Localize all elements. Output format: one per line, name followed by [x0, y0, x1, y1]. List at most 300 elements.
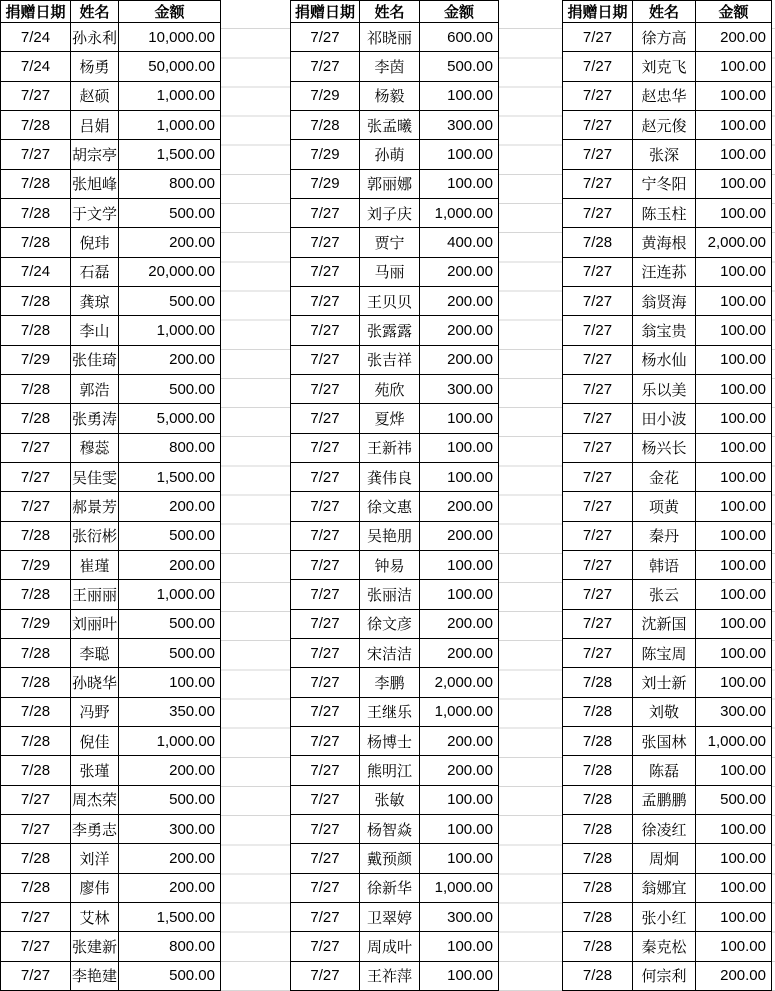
name-cell[interactable]: 翁宝贵	[633, 316, 696, 345]
name-cell[interactable]: 郭丽娜	[360, 169, 420, 198]
date-cell[interactable]: 7/27	[291, 286, 360, 315]
date-cell[interactable]: 7/27	[563, 169, 633, 198]
date-cell[interactable]: 7/27	[1, 961, 71, 991]
date-cell[interactable]: 7/28	[1, 169, 71, 198]
amount-cell[interactable]: 200.00	[420, 316, 499, 345]
amount-cell[interactable]: 1,000.00	[696, 726, 772, 755]
name-cell[interactable]: 崔瑾	[71, 550, 119, 579]
amount-cell[interactable]: 100.00	[696, 844, 772, 873]
date-cell[interactable]: 7/27	[291, 52, 360, 81]
amount-cell[interactable]: 200.00	[119, 873, 221, 902]
date-cell[interactable]: 7/27	[563, 257, 633, 286]
name-cell[interactable]: 张孟曦	[360, 110, 420, 139]
date-cell[interactable]: 7/28	[563, 961, 633, 991]
name-cell[interactable]: 秦克松	[633, 932, 696, 961]
name-cell[interactable]: 王贝贝	[360, 286, 420, 315]
column-header-date[interactable]: 捐赠日期	[563, 1, 633, 23]
date-cell[interactable]: 7/28	[563, 756, 633, 785]
amount-cell[interactable]: 800.00	[119, 433, 221, 462]
amount-cell[interactable]: 500.00	[119, 785, 221, 814]
name-cell[interactable]: 张国林	[633, 726, 696, 755]
date-cell[interactable]: 7/27	[291, 492, 360, 521]
name-cell[interactable]: 张佳琦	[71, 345, 119, 374]
date-cell[interactable]: 7/28	[1, 198, 71, 227]
amount-cell[interactable]: 200.00	[119, 228, 221, 257]
name-cell[interactable]: 韩语	[633, 550, 696, 579]
amount-cell[interactable]: 100.00	[696, 550, 772, 579]
amount-cell[interactable]: 5,000.00	[119, 404, 221, 433]
name-cell[interactable]: 刘洋	[71, 844, 119, 873]
name-cell[interactable]: 沈新国	[633, 609, 696, 638]
amount-cell[interactable]: 1,000.00	[119, 316, 221, 345]
name-cell[interactable]: 徐新华	[360, 873, 420, 902]
amount-cell[interactable]: 100.00	[420, 462, 499, 491]
date-cell[interactable]: 7/28	[563, 726, 633, 755]
name-cell[interactable]: 徐文彦	[360, 609, 420, 638]
date-cell[interactable]: 7/24	[1, 52, 71, 81]
column-header-amount[interactable]: 金额	[696, 1, 772, 23]
amount-cell[interactable]: 50,000.00	[119, 52, 221, 81]
amount-cell[interactable]: 1,000.00	[119, 726, 221, 755]
date-cell[interactable]: 7/29	[291, 81, 360, 110]
date-cell[interactable]: 7/27	[291, 873, 360, 902]
amount-cell[interactable]: 200.00	[119, 844, 221, 873]
date-cell[interactable]: 7/27	[291, 726, 360, 755]
date-cell[interactable]: 7/29	[291, 140, 360, 169]
name-cell[interactable]: 杨智焱	[360, 814, 420, 843]
name-cell[interactable]: 周炯	[633, 844, 696, 873]
amount-cell[interactable]: 500.00	[119, 286, 221, 315]
amount-cell[interactable]: 400.00	[420, 228, 499, 257]
amount-cell[interactable]: 300.00	[119, 814, 221, 843]
date-cell[interactable]: 7/27	[1, 785, 71, 814]
date-cell[interactable]: 7/27	[563, 23, 633, 52]
amount-cell[interactable]: 100.00	[696, 404, 772, 433]
date-cell[interactable]: 7/27	[563, 550, 633, 579]
name-cell[interactable]: 何宗利	[633, 961, 696, 991]
name-cell[interactable]: 张丽洁	[360, 580, 420, 609]
column-header-amount[interactable]: 金额	[119, 1, 221, 23]
name-cell[interactable]: 张敏	[360, 785, 420, 814]
date-cell[interactable]: 7/27	[563, 81, 633, 110]
date-cell[interactable]: 7/27	[291, 550, 360, 579]
amount-cell[interactable]: 350.00	[119, 697, 221, 726]
date-cell[interactable]: 7/27	[291, 785, 360, 814]
amount-cell[interactable]: 100.00	[420, 932, 499, 961]
name-cell[interactable]: 刘士新	[633, 668, 696, 697]
date-cell[interactable]: 7/27	[291, 374, 360, 403]
amount-cell[interactable]: 100.00	[696, 638, 772, 667]
name-cell[interactable]: 熊明江	[360, 756, 420, 785]
amount-cell[interactable]: 2,000.00	[696, 228, 772, 257]
date-cell[interactable]: 7/28	[563, 228, 633, 257]
amount-cell[interactable]: 100.00	[696, 374, 772, 403]
amount-cell[interactable]: 100.00	[696, 257, 772, 286]
amount-cell[interactable]: 100.00	[696, 609, 772, 638]
name-cell[interactable]: 翁贤海	[633, 286, 696, 315]
date-cell[interactable]: 7/27	[291, 404, 360, 433]
amount-cell[interactable]: 500.00	[119, 521, 221, 550]
amount-cell[interactable]: 100.00	[420, 169, 499, 198]
date-cell[interactable]: 7/27	[563, 492, 633, 521]
name-cell[interactable]: 徐文惠	[360, 492, 420, 521]
date-cell[interactable]: 7/27	[563, 52, 633, 81]
date-cell[interactable]: 7/28	[1, 110, 71, 139]
amount-cell[interactable]: 500.00	[119, 198, 221, 227]
date-cell[interactable]: 7/27	[291, 902, 360, 931]
date-cell[interactable]: 7/29	[1, 609, 71, 638]
name-cell[interactable]: 田小波	[633, 404, 696, 433]
date-cell[interactable]: 7/28	[1, 844, 71, 873]
date-cell[interactable]: 7/27	[563, 198, 633, 227]
amount-cell[interactable]: 100.00	[696, 814, 772, 843]
date-cell[interactable]: 7/27	[563, 345, 633, 374]
date-cell[interactable]: 7/27	[563, 316, 633, 345]
date-cell[interactable]: 7/27	[1, 462, 71, 491]
amount-cell[interactable]: 1,000.00	[119, 580, 221, 609]
amount-cell[interactable]: 100.00	[420, 404, 499, 433]
date-cell[interactable]: 7/28	[563, 932, 633, 961]
date-cell[interactable]: 7/24	[1, 23, 71, 52]
date-cell[interactable]: 7/27	[291, 345, 360, 374]
name-cell[interactable]: 项黄	[633, 492, 696, 521]
name-cell[interactable]: 贾宁	[360, 228, 420, 257]
date-cell[interactable]: 7/27	[291, 521, 360, 550]
amount-cell[interactable]: 200.00	[119, 550, 221, 579]
name-cell[interactable]: 孙永利	[71, 23, 119, 52]
date-cell[interactable]: 7/29	[1, 345, 71, 374]
date-cell[interactable]: 7/28	[1, 404, 71, 433]
amount-cell[interactable]: 200.00	[119, 345, 221, 374]
date-cell[interactable]: 7/29	[1, 550, 71, 579]
date-cell[interactable]: 7/28	[1, 316, 71, 345]
amount-cell[interactable]: 100.00	[696, 140, 772, 169]
date-cell[interactable]: 7/27	[1, 492, 71, 521]
date-cell[interactable]: 7/27	[291, 316, 360, 345]
date-cell[interactable]: 7/27	[291, 257, 360, 286]
name-cell[interactable]: 张露露	[360, 316, 420, 345]
name-cell[interactable]: 杨水仙	[633, 345, 696, 374]
name-cell[interactable]: 杨勇	[71, 52, 119, 81]
amount-cell[interactable]: 2,000.00	[420, 668, 499, 697]
date-cell[interactable]: 7/27	[563, 404, 633, 433]
amount-cell[interactable]: 100.00	[696, 902, 772, 931]
amount-cell[interactable]: 500.00	[696, 785, 772, 814]
name-cell[interactable]: 孟鹏鹏	[633, 785, 696, 814]
name-cell[interactable]: 穆蕊	[71, 433, 119, 462]
amount-cell[interactable]: 800.00	[119, 169, 221, 198]
amount-cell[interactable]: 100.00	[696, 316, 772, 345]
amount-cell[interactable]: 200.00	[420, 257, 499, 286]
name-cell[interactable]: 张勇涛	[71, 404, 119, 433]
amount-cell[interactable]: 100.00	[696, 580, 772, 609]
name-cell[interactable]: 陈宝周	[633, 638, 696, 667]
name-cell[interactable]: 赵元俊	[633, 110, 696, 139]
amount-cell[interactable]: 100.00	[420, 785, 499, 814]
date-cell[interactable]: 7/27	[291, 814, 360, 843]
name-cell[interactable]: 张深	[633, 140, 696, 169]
date-cell[interactable]: 7/27	[291, 462, 360, 491]
amount-cell[interactable]: 200.00	[696, 23, 772, 52]
name-cell[interactable]: 王丽丽	[71, 580, 119, 609]
date-cell[interactable]: 7/28	[1, 521, 71, 550]
date-cell[interactable]: 7/27	[563, 638, 633, 667]
column-header-name[interactable]: 姓名	[633, 1, 696, 23]
date-cell[interactable]: 7/27	[563, 374, 633, 403]
amount-cell[interactable]: 100.00	[420, 433, 499, 462]
name-cell[interactable]: 乐以美	[633, 374, 696, 403]
column-header-name[interactable]: 姓名	[71, 1, 119, 23]
name-cell[interactable]: 徐方高	[633, 23, 696, 52]
amount-cell[interactable]: 200.00	[420, 286, 499, 315]
amount-cell[interactable]: 1,500.00	[119, 902, 221, 931]
date-cell[interactable]: 7/27	[1, 81, 71, 110]
name-cell[interactable]: 周成叶	[360, 932, 420, 961]
date-cell[interactable]: 7/27	[291, 961, 360, 991]
name-cell[interactable]: 夏烨	[360, 404, 420, 433]
date-cell[interactable]: 7/28	[563, 873, 633, 902]
name-cell[interactable]: 于文学	[71, 198, 119, 227]
amount-cell[interactable]: 10,000.00	[119, 23, 221, 52]
name-cell[interactable]: 石磊	[71, 257, 119, 286]
name-cell[interactable]: 吕娟	[71, 110, 119, 139]
amount-cell[interactable]: 100.00	[696, 286, 772, 315]
amount-cell[interactable]: 1,500.00	[119, 462, 221, 491]
name-cell[interactable]: 杨毅	[360, 81, 420, 110]
name-cell[interactable]: 龚伟良	[360, 462, 420, 491]
date-cell[interactable]: 7/27	[291, 228, 360, 257]
name-cell[interactable]: 张瑾	[71, 756, 119, 785]
name-cell[interactable]: 倪佳	[71, 726, 119, 755]
column-header-amount[interactable]: 金额	[420, 1, 499, 23]
column-header-name[interactable]: 姓名	[360, 1, 420, 23]
date-cell[interactable]: 7/27	[563, 521, 633, 550]
date-cell[interactable]: 7/27	[563, 140, 633, 169]
amount-cell[interactable]: 500.00	[119, 638, 221, 667]
name-cell[interactable]: 倪玮	[71, 228, 119, 257]
name-cell[interactable]: 金花	[633, 462, 696, 491]
amount-cell[interactable]: 100.00	[696, 198, 772, 227]
amount-cell[interactable]: 1,000.00	[119, 110, 221, 139]
amount-cell[interactable]: 500.00	[119, 374, 221, 403]
name-cell[interactable]: 徐凌红	[633, 814, 696, 843]
amount-cell[interactable]: 300.00	[420, 374, 499, 403]
name-cell[interactable]: 杨博士	[360, 726, 420, 755]
date-cell[interactable]: 7/28	[563, 902, 633, 931]
amount-cell[interactable]: 500.00	[420, 52, 499, 81]
amount-cell[interactable]: 200.00	[696, 961, 772, 991]
amount-cell[interactable]: 300.00	[420, 902, 499, 931]
name-cell[interactable]: 李山	[71, 316, 119, 345]
name-cell[interactable]: 陈玉柱	[633, 198, 696, 227]
date-cell[interactable]: 7/27	[291, 932, 360, 961]
date-cell[interactable]: 7/28	[563, 844, 633, 873]
date-cell[interactable]: 7/27	[291, 668, 360, 697]
amount-cell[interactable]: 1,000.00	[420, 198, 499, 227]
name-cell[interactable]: 李艳建	[71, 961, 119, 991]
date-cell[interactable]: 7/27	[563, 462, 633, 491]
amount-cell[interactable]: 800.00	[119, 932, 221, 961]
amount-cell[interactable]: 200.00	[420, 609, 499, 638]
date-cell[interactable]: 7/27	[1, 932, 71, 961]
name-cell[interactable]: 刘丽叶	[71, 609, 119, 638]
amount-cell[interactable]: 100.00	[420, 140, 499, 169]
date-cell[interactable]: 7/28	[291, 110, 360, 139]
name-cell[interactable]: 赵硕	[71, 81, 119, 110]
name-cell[interactable]: 祁晓丽	[360, 23, 420, 52]
name-cell[interactable]: 卫翠婷	[360, 902, 420, 931]
name-cell[interactable]: 孙萌	[360, 140, 420, 169]
name-cell[interactable]: 孙晓华	[71, 668, 119, 697]
amount-cell[interactable]: 100.00	[420, 580, 499, 609]
date-cell[interactable]: 7/28	[1, 756, 71, 785]
name-cell[interactable]: 胡宗亭	[71, 140, 119, 169]
date-cell[interactable]: 7/27	[1, 140, 71, 169]
date-cell[interactable]: 7/28	[1, 374, 71, 403]
amount-cell[interactable]: 100.00	[696, 52, 772, 81]
amount-cell[interactable]: 200.00	[119, 756, 221, 785]
name-cell[interactable]: 李勇志	[71, 814, 119, 843]
amount-cell[interactable]: 100.00	[696, 81, 772, 110]
name-cell[interactable]: 秦丹	[633, 521, 696, 550]
amount-cell[interactable]: 100.00	[696, 521, 772, 550]
amount-cell[interactable]: 200.00	[420, 726, 499, 755]
date-cell[interactable]: 7/28	[1, 580, 71, 609]
date-cell[interactable]: 7/27	[291, 756, 360, 785]
amount-cell[interactable]: 500.00	[119, 609, 221, 638]
amount-cell[interactable]: 100.00	[119, 668, 221, 697]
name-cell[interactable]: 刘子庆	[360, 198, 420, 227]
amount-cell[interactable]: 100.00	[420, 814, 499, 843]
name-cell[interactable]: 张吉祥	[360, 345, 420, 374]
name-cell[interactable]: 刘克飞	[633, 52, 696, 81]
date-cell[interactable]: 7/27	[291, 580, 360, 609]
name-cell[interactable]: 周杰荣	[71, 785, 119, 814]
amount-cell[interactable]: 100.00	[696, 873, 772, 902]
name-cell[interactable]: 王新祎	[360, 433, 420, 462]
amount-cell[interactable]: 100.00	[696, 756, 772, 785]
amount-cell[interactable]: 200.00	[420, 756, 499, 785]
amount-cell[interactable]: 100.00	[420, 961, 499, 991]
name-cell[interactable]: 王祚萍	[360, 961, 420, 991]
amount-cell[interactable]: 200.00	[119, 492, 221, 521]
name-cell[interactable]: 苑欣	[360, 374, 420, 403]
date-cell[interactable]: 7/27	[291, 697, 360, 726]
name-cell[interactable]: 汪连荪	[633, 257, 696, 286]
name-cell[interactable]: 王继乐	[360, 697, 420, 726]
name-cell[interactable]: 张云	[633, 580, 696, 609]
date-cell[interactable]: 7/27	[1, 433, 71, 462]
date-cell[interactable]: 7/28	[1, 286, 71, 315]
column-header-date[interactable]: 捐赠日期	[291, 1, 360, 23]
date-cell[interactable]: 7/27	[563, 433, 633, 462]
date-cell[interactable]: 7/27	[563, 286, 633, 315]
date-cell[interactable]: 7/24	[1, 257, 71, 286]
date-cell[interactable]: 7/28	[1, 668, 71, 697]
name-cell[interactable]: 张建新	[71, 932, 119, 961]
name-cell[interactable]: 李聪	[71, 638, 119, 667]
name-cell[interactable]: 吴艳朋	[360, 521, 420, 550]
name-cell[interactable]: 郭浩	[71, 374, 119, 403]
date-cell[interactable]: 7/27	[1, 814, 71, 843]
amount-cell[interactable]: 100.00	[696, 345, 772, 374]
amount-cell[interactable]: 100.00	[696, 433, 772, 462]
name-cell[interactable]: 艾林	[71, 902, 119, 931]
amount-cell[interactable]: 100.00	[696, 668, 772, 697]
date-cell[interactable]: 7/27	[563, 580, 633, 609]
date-cell[interactable]: 7/27	[291, 433, 360, 462]
date-cell[interactable]: 7/27	[291, 609, 360, 638]
date-cell[interactable]: 7/28	[1, 726, 71, 755]
amount-cell[interactable]: 500.00	[119, 961, 221, 991]
amount-cell[interactable]: 100.00	[420, 550, 499, 579]
amount-cell[interactable]: 100.00	[696, 169, 772, 198]
amount-cell[interactable]: 1,500.00	[119, 140, 221, 169]
name-cell[interactable]: 戴预颜	[360, 844, 420, 873]
amount-cell[interactable]: 20,000.00	[119, 257, 221, 286]
date-cell[interactable]: 7/28	[1, 638, 71, 667]
name-cell[interactable]: 冯野	[71, 697, 119, 726]
name-cell[interactable]: 陈磊	[633, 756, 696, 785]
column-header-date[interactable]: 捐赠日期	[1, 1, 71, 23]
amount-cell[interactable]: 200.00	[420, 492, 499, 521]
amount-cell[interactable]: 1,000.00	[119, 81, 221, 110]
amount-cell[interactable]: 200.00	[420, 638, 499, 667]
date-cell[interactable]: 7/28	[563, 697, 633, 726]
name-cell[interactable]: 马丽	[360, 257, 420, 286]
amount-cell[interactable]: 200.00	[420, 345, 499, 374]
date-cell[interactable]: 7/28	[563, 668, 633, 697]
amount-cell[interactable]: 100.00	[696, 110, 772, 139]
date-cell[interactable]: 7/28	[1, 228, 71, 257]
amount-cell[interactable]: 1,000.00	[420, 697, 499, 726]
name-cell[interactable]: 钟易	[360, 550, 420, 579]
name-cell[interactable]: 吴佳雯	[71, 462, 119, 491]
amount-cell[interactable]: 100.00	[420, 81, 499, 110]
name-cell[interactable]: 张旭峰	[71, 169, 119, 198]
name-cell[interactable]: 赵忠华	[633, 81, 696, 110]
date-cell[interactable]: 7/27	[291, 198, 360, 227]
date-cell[interactable]: 7/27	[563, 110, 633, 139]
date-cell[interactable]: 7/28	[563, 814, 633, 843]
amount-cell[interactable]: 600.00	[420, 23, 499, 52]
date-cell[interactable]: 7/27	[563, 609, 633, 638]
name-cell[interactable]: 宁冬阳	[633, 169, 696, 198]
date-cell[interactable]: 7/29	[291, 169, 360, 198]
date-cell[interactable]: 7/28	[563, 785, 633, 814]
date-cell[interactable]: 7/28	[1, 873, 71, 902]
name-cell[interactable]: 郝景芳	[71, 492, 119, 521]
name-cell[interactable]: 翁娜宜	[633, 873, 696, 902]
name-cell[interactable]: 杨兴长	[633, 433, 696, 462]
amount-cell[interactable]: 300.00	[696, 697, 772, 726]
date-cell[interactable]: 7/27	[291, 844, 360, 873]
amount-cell[interactable]: 100.00	[696, 492, 772, 521]
name-cell[interactable]: 宋洁洁	[360, 638, 420, 667]
date-cell[interactable]: 7/27	[291, 23, 360, 52]
date-cell[interactable]: 7/28	[1, 697, 71, 726]
name-cell[interactable]: 李茵	[360, 52, 420, 81]
name-cell[interactable]: 黄海根	[633, 228, 696, 257]
date-cell[interactable]: 7/27	[1, 902, 71, 931]
date-cell[interactable]: 7/27	[291, 638, 360, 667]
amount-cell[interactable]: 1,000.00	[420, 873, 499, 902]
amount-cell[interactable]: 300.00	[420, 110, 499, 139]
amount-cell[interactable]: 100.00	[696, 932, 772, 961]
amount-cell[interactable]: 100.00	[696, 462, 772, 491]
name-cell[interactable]: 刘敬	[633, 697, 696, 726]
name-cell[interactable]: 廖伟	[71, 873, 119, 902]
